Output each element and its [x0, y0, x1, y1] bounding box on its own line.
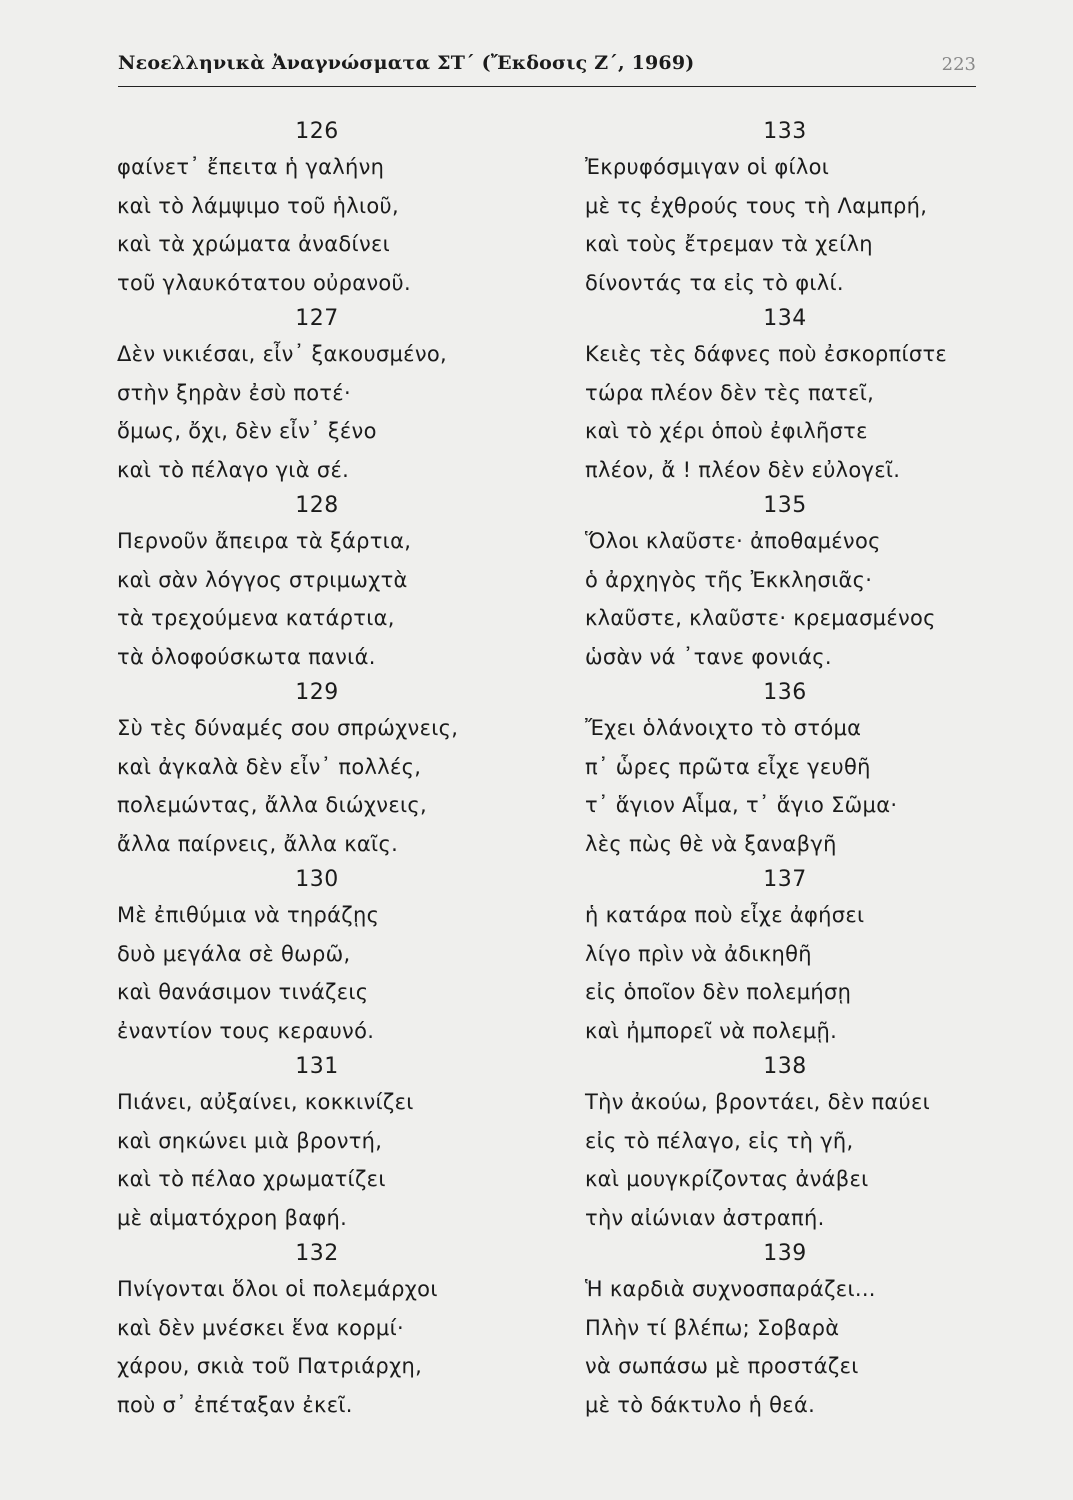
verse-line: ἡ κατάρα ποὺ εἶχε ἀφήσει [585, 903, 865, 927]
verse-line: καὶ θανάσιμον τινάζεις [117, 980, 369, 1004]
verse-line: π᾽ ὧρες πρῶτα εἶχε γευθῆ [585, 754, 871, 779]
verse-line: τὴν αἰώνιαν ἀστραπή. [585, 1205, 825, 1230]
verse-line: Ἡ καρδιὰ συχνοσπαράζει... [585, 1277, 876, 1301]
verse-line: μὲ τὸ δάκτυλο ἡ θεά. [585, 1392, 816, 1417]
verse-line: κλαῦστε, κλαῦστε· κρεμασμένος [585, 606, 936, 630]
verse-line: μὲ τς ἐχθρούς τους τὴ Λαμπρή, [585, 193, 928, 218]
verse-line: καὶ ἀγκαλὰ δὲν εἶν᾽ πολλές, [117, 754, 422, 779]
verse-line: καὶ τὸ χέρι ὁποὺ ἐφιλῆστε [585, 419, 868, 443]
verse-line: Πνίγονται ὅλοι οἱ πολεμάρχοι [117, 1277, 438, 1301]
verse-line: καὶ τὸ λάμψιμο τοῦ ἡλιοῦ, [117, 193, 399, 218]
right-column [585, 116, 985, 1425]
verse-line: λὲς πὼς θὲ νὰ ξαναβγῆ [585, 831, 837, 856]
verse-line: τώρα πλέον δὲν τὲς πατεῖ, [585, 380, 875, 405]
verse-line: Ὅλοι κλαῦστε· ἀποθαμένος [585, 529, 881, 553]
stanza [117, 490, 517, 677]
verse-line: στὴν ξηρὰν ἐσὺ ποτέ· [117, 380, 351, 405]
verse-line: ὅμως, ὄχι, δὲν εἶν᾽ ξένο [117, 419, 377, 443]
verse-line: καὶ μουγκρίζοντας ἀνάβει [585, 1167, 869, 1191]
verse-line: Δὲν νικιέσαι, εἶν᾽ ξακουσμένο, [117, 342, 447, 366]
stanza [585, 490, 985, 677]
verse-line: δίνοντάς τα εἰς τὸ φιλί. [585, 270, 844, 295]
stanza [117, 1238, 517, 1425]
verse-line: καὶ τὰ χρώματα ἀναδίνει [117, 232, 391, 256]
verse-line: πολεμώντας, ἄλλα διώχνεις, [117, 793, 427, 817]
verse-line: χάρου, σκιὰ τοῦ Πατριάρχη, [117, 1354, 423, 1378]
verse-line: Περνοῦν ἄπειρα τὰ ξάρτια, [117, 529, 412, 553]
verse-line: Πλὴν τί βλέπω; Σοβαρὰ [585, 1315, 840, 1340]
verse-line: τ᾽ ἅγιον Αἷμα, τ᾽ ἅγιο Σῶμα· [585, 793, 898, 817]
verse-line: δυὸ μεγάλα σὲ θωρῶ, [117, 941, 351, 966]
stanza [117, 1051, 517, 1238]
verse-line: Τὴν ἀκούω, βροντάει, δὲν παύει [585, 1090, 930, 1114]
page-header [118, 50, 976, 90]
stanza [117, 677, 517, 864]
stanza-number: 136 [763, 680, 807, 705]
stanza-number: 137 [763, 867, 807, 892]
stanza-number: 130 [295, 867, 339, 892]
stanza-number: 132 [295, 1241, 339, 1266]
verse-line: τὰ ὁλοφούσκωτα πανιά. [117, 644, 376, 669]
verse-line: Μὲ ἐπιθύμια νὰ τηράζῃς [117, 903, 380, 927]
verse-line: ἄλλα παίρνεις, ἄλλα καῖς. [117, 831, 399, 856]
stanza [585, 116, 985, 303]
verse-line: τὰ τρεχούμενα κατάρτια, [117, 606, 395, 630]
stanza-number: 135 [763, 493, 807, 518]
stanza [117, 303, 517, 490]
verse-line: πλέον, ἄ ! πλέον δὲν εὐλογεῖ. [585, 457, 901, 482]
verse-line: καὶ ἠμπορεῖ νὰ πολεμῇ. [585, 1018, 838, 1043]
stanza-number: 127 [295, 306, 339, 331]
verse-line: λίγο πρὶν νὰ ἀδικηθῆ [585, 941, 812, 966]
verse-line: καὶ τοὺς ἔτρεμαν τὰ χείλη [585, 232, 873, 256]
verse-line: Σὺ τὲς δύναμές σου σπρώχνεις, [117, 716, 459, 740]
stanza [585, 677, 985, 864]
verse-line: φαίνετ᾽ ἔπειτα ἡ γαλήνη [117, 155, 385, 179]
stanza-number: 139 [763, 1241, 807, 1266]
verse-line: Πιάνει, αὐξαίνει, κοκκινίζει [117, 1090, 414, 1114]
verse-line: καὶ δὲν μνέσκει ἕνα κορμί· [117, 1315, 404, 1340]
stanza-number: 133 [763, 119, 807, 144]
verse-line: καὶ τὸ πέλαγο γιὰ σέ. [117, 457, 350, 482]
stanza [585, 1238, 985, 1425]
verse-line: νὰ σωπάσω μὲ προστάζει [585, 1354, 859, 1378]
verse-line: εἰς τὸ πέλαγο, εἰς τὴ γῆ, [585, 1128, 854, 1153]
verse-line: καὶ σὰν λόγγος στριμωχτὰ [117, 567, 408, 592]
verse-line: Κειὲς τὲς δάφνες ποὺ ἐσκορπίστε [585, 342, 948, 366]
running-title: Νεοελληνικὰ Ἀναγνώσματα ΣΤ΄ (Ἔκδοσις Ζ΄, 1969) [118, 52, 695, 74]
stanza-number: 131 [295, 1054, 339, 1079]
verse-line: Ἔχει ὁλάνοιχτο τὸ στόμα [585, 716, 862, 740]
stanza-number: 129 [295, 680, 339, 705]
stanza-number: 126 [295, 119, 339, 144]
verse-line: καὶ τὸ πέλαο χρωματίζει [117, 1167, 386, 1191]
verse-line: Ἐκρυφόσμιγαν οἱ φίλοι [585, 155, 830, 179]
stanza-number: 138 [763, 1054, 807, 1079]
page-number: 223 [941, 54, 976, 75]
stanza-number: 128 [295, 493, 339, 518]
verse-line: ὡσὰν νά ᾽τανε φονιάς. [585, 644, 832, 669]
stanza [585, 864, 985, 1051]
stanza [585, 303, 985, 490]
verse-line: εἰς ὁποῖον δὲν πολεμήσῃ [585, 980, 852, 1004]
verse-line: ποὺ σ᾽ ἐπέταξαν ἐκεῖ. [117, 1392, 353, 1417]
stanza [585, 1051, 985, 1238]
stanza [117, 864, 517, 1051]
left-column [117, 116, 517, 1425]
verse-line: καὶ σηκώνει μιὰ βροντή, [117, 1128, 383, 1153]
stanza-number: 134 [763, 306, 807, 331]
verse-line: ἐναντίον τους κεραυνό. [117, 1018, 375, 1043]
header-rule [118, 86, 976, 87]
verse-line: ὁ ἀρχηγὸς τῆς Ἐκκλησιᾶς· [585, 567, 873, 592]
verse-line: τοῦ γλαυκότατου οὐρανοῦ. [117, 270, 411, 295]
stanza [117, 116, 517, 303]
verse-line: μὲ αἱματόχροη βαφή. [117, 1205, 348, 1230]
